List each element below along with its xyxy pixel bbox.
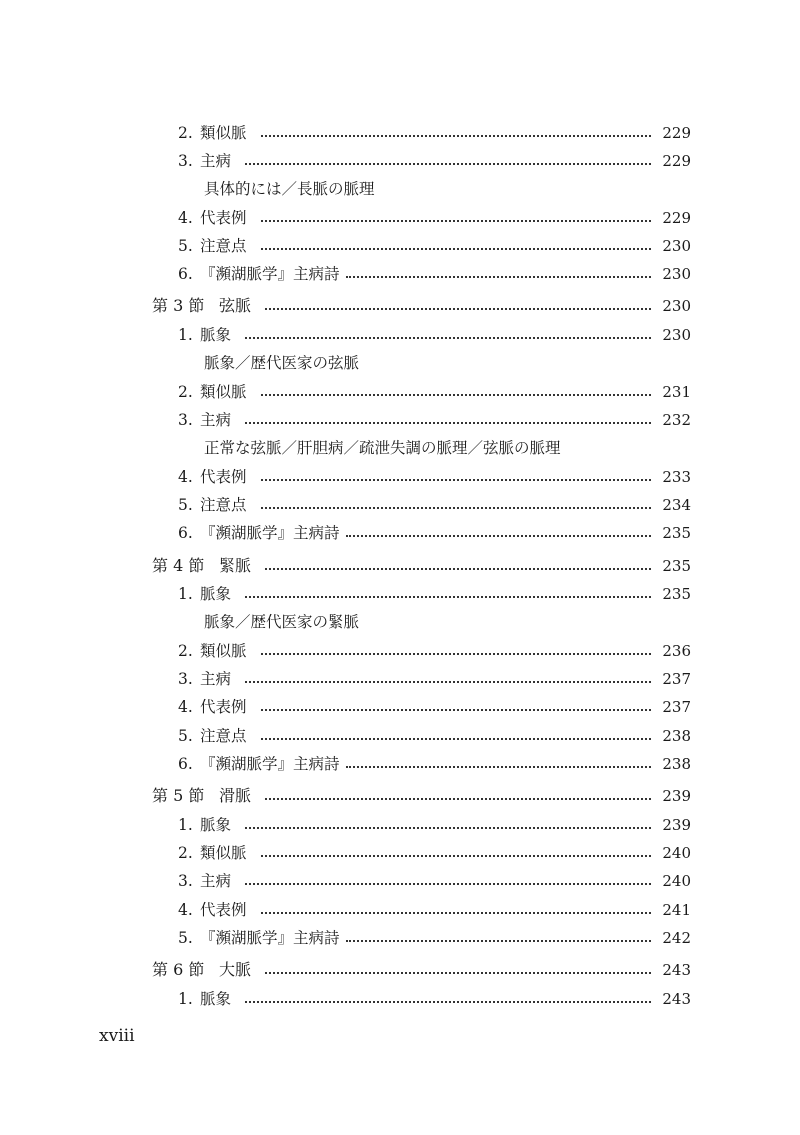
toc-item-entry: [178, 520, 691, 546]
dot-leader: [245, 336, 651, 339]
item-number: 4.: [178, 698, 193, 716]
page-number: 230: [662, 237, 691, 255]
section-title: 弦脈: [219, 296, 252, 315]
item-title: 主病: [200, 152, 232, 170]
item-title: 主病: [200, 872, 232, 890]
item-number: 2.: [178, 383, 193, 401]
page-number: 238: [662, 755, 691, 773]
dot-leader: [261, 652, 651, 655]
dot-leader: [261, 737, 651, 740]
item-number: 3.: [178, 152, 193, 170]
item-number: 3.: [178, 872, 193, 890]
page-folio: xviii: [99, 1026, 135, 1046]
page-number: 240: [662, 872, 691, 890]
dot-leader: [261, 854, 651, 857]
page-number: 231: [662, 383, 691, 401]
item-title: 類似脈: [200, 383, 247, 401]
item-number: 1.: [178, 585, 193, 603]
dot-leader: [245, 1000, 651, 1003]
item-title: 脈象: [200, 990, 232, 1008]
dot-leader: [245, 595, 651, 598]
page-number: 232: [662, 411, 691, 429]
page-number: 238: [662, 727, 691, 745]
item-title: 脈象: [200, 585, 232, 603]
item-title: 脈象: [200, 816, 232, 834]
dot-leader: [346, 534, 651, 537]
page-number: 235: [662, 557, 691, 575]
item-number: 1.: [178, 990, 193, 1008]
item-title: 代表例: [200, 901, 247, 919]
section-title: 滑脈: [219, 786, 252, 805]
toc-section-entry: [152, 293, 691, 319]
page-number: 240: [662, 844, 691, 862]
page-number: 229: [662, 124, 691, 142]
item-title: 主病: [200, 670, 232, 688]
page-number: 235: [662, 524, 691, 542]
toc-item-entry: [178, 322, 691, 348]
item-title: 代表例: [200, 698, 247, 716]
section-number: 第 4 節: [152, 556, 205, 575]
item-number: 4.: [178, 209, 193, 227]
item-number: 5.: [178, 496, 193, 514]
toc-item-entry: [178, 694, 691, 720]
item-number: 6.: [178, 755, 193, 773]
toc-section-entry: [152, 783, 691, 809]
item-number: 5.: [178, 237, 193, 255]
dot-leader: [245, 162, 651, 165]
dot-leader: [265, 971, 651, 974]
toc-item-entry: [178, 897, 691, 923]
item-title: 類似脈: [200, 124, 247, 142]
page-number: 229: [662, 152, 691, 170]
page-number: 233: [662, 468, 691, 486]
toc-item-entry: [178, 407, 691, 433]
page-number: 241: [662, 901, 691, 919]
page-number: 239: [662, 816, 691, 834]
dot-leader: [265, 797, 651, 800]
section-number: 第 3 節: [152, 296, 205, 315]
toc-item-entry: [178, 379, 691, 405]
page-number: 235: [662, 585, 691, 603]
page-number: 234: [662, 496, 691, 514]
subtopic-text: 具体的には／長脈の脈理: [204, 180, 375, 198]
dot-leader: [245, 826, 651, 829]
item-title: 代表例: [200, 209, 247, 227]
toc-item-entry: [178, 261, 691, 287]
page-number: 239: [662, 787, 691, 805]
item-number: 4.: [178, 901, 193, 919]
page-number: 237: [662, 698, 691, 716]
item-title: 注意点: [200, 237, 247, 255]
toc-subtopics: [204, 435, 561, 461]
dot-leader: [265, 307, 651, 310]
section-title: 緊脈: [219, 556, 252, 575]
dot-leader: [261, 393, 651, 396]
item-number: 2.: [178, 642, 193, 660]
toc-item-entry: [178, 148, 691, 174]
toc-item-entry: [178, 120, 691, 146]
item-title: 注意点: [200, 727, 247, 745]
toc-item-entry: [178, 868, 691, 894]
dot-leader: [245, 680, 651, 683]
page-number: 243: [662, 961, 691, 979]
dot-leader: [245, 421, 651, 424]
item-title: 『瀕湖脈学』主病詩: [200, 265, 340, 283]
dot-leader: [346, 275, 651, 278]
section-number: 第 6 節: [152, 960, 205, 979]
toc-item-entry: [178, 492, 691, 518]
item-number: 4.: [178, 468, 193, 486]
toc-item-entry: [178, 581, 691, 607]
subtopic-text: 脈象／歴代医家の弦脈: [204, 354, 360, 372]
toc-item-entry: [178, 986, 691, 1012]
dot-leader: [261, 478, 651, 481]
dot-leader: [261, 247, 651, 250]
item-number: 5.: [178, 929, 193, 947]
item-title: 注意点: [200, 496, 247, 514]
page-number: 243: [662, 990, 691, 1008]
toc-item-entry: [178, 638, 691, 664]
dot-leader: [261, 506, 651, 509]
subtopic-text: 正常な弦脈／肝胆病／疏泄失調の脈理／弦脈の脈理: [204, 439, 561, 457]
page-number: 237: [662, 670, 691, 688]
item-title: 主病: [200, 411, 232, 429]
toc-subtopics: [204, 609, 359, 635]
toc-item-entry: [178, 840, 691, 866]
page-number: 230: [662, 326, 691, 344]
toc-item-entry: [178, 723, 691, 749]
page-number: 242: [662, 929, 691, 947]
item-number: 3.: [178, 670, 193, 688]
item-title: 類似脈: [200, 642, 247, 660]
dot-leader: [265, 567, 651, 570]
toc-section-entry: [152, 553, 691, 579]
dot-leader: [261, 134, 651, 137]
item-title: 脈象: [200, 326, 232, 344]
item-title: 『瀕湖脈学』主病詩: [200, 755, 340, 773]
toc-subtopics: [204, 350, 359, 376]
item-number: 2.: [178, 124, 193, 142]
item-number: 2.: [178, 844, 193, 862]
item-title: 『瀕湖脈学』主病詩: [200, 929, 340, 947]
page-number: 229: [662, 209, 691, 227]
dot-leader: [245, 882, 651, 885]
dot-leader: [261, 219, 651, 222]
item-title: 代表例: [200, 468, 247, 486]
dot-leader: [346, 939, 651, 942]
toc-section-entry: [152, 957, 691, 983]
page-number: 236: [662, 642, 691, 660]
section-number: 第 5 節: [152, 786, 205, 805]
item-number: 1.: [178, 326, 193, 344]
item-number: 6.: [178, 524, 193, 542]
dot-leader: [261, 911, 651, 914]
toc-item-entry: [178, 812, 691, 838]
item-number: 3.: [178, 411, 193, 429]
page-number: 230: [662, 265, 691, 283]
item-number: 5.: [178, 727, 193, 745]
item-number: 1.: [178, 816, 193, 834]
subtopic-text: 脈象／歴代医家の緊脈: [204, 613, 360, 631]
toc-item-entry: [178, 666, 691, 692]
toc-item-entry: [178, 751, 691, 777]
dot-leader: [261, 708, 651, 711]
toc-item-entry: [178, 205, 691, 231]
toc-item-entry: [178, 464, 691, 490]
item-title: 類似脈: [200, 844, 247, 862]
section-title: 大脈: [219, 960, 252, 979]
toc-item-entry: [178, 233, 691, 259]
item-title: 『瀕湖脈学』主病詩: [200, 524, 340, 542]
page-number: 230: [662, 297, 691, 315]
dot-leader: [346, 765, 651, 768]
toc-subtopics: [204, 176, 375, 202]
toc-item-entry: [178, 925, 691, 951]
item-number: 6.: [178, 265, 193, 283]
